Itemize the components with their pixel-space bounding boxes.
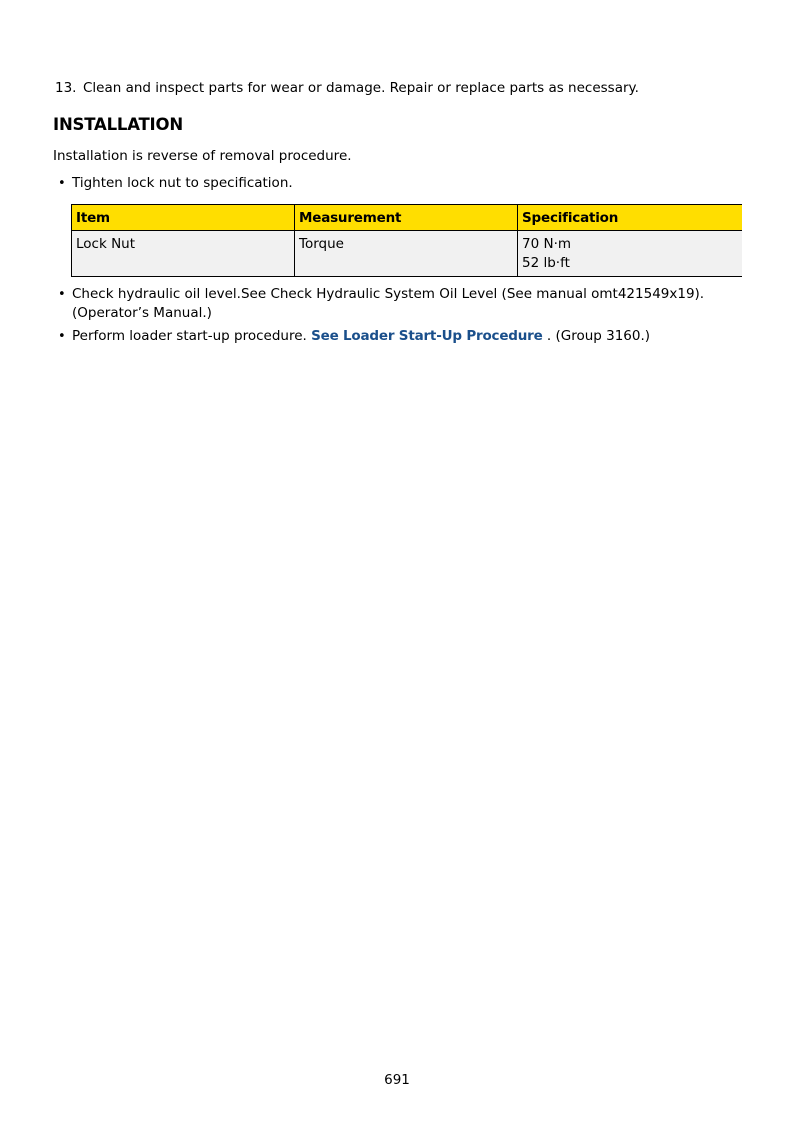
- step-13: [55, 78, 639, 98]
- loader-startup-procedure-link[interactable]: See Loader Start-Up Procedure: [311, 328, 543, 344]
- bullet-text: [72, 327, 732, 346]
- spec-metric-value: 70 N·m: [522, 236, 572, 252]
- bullet-text-lead: Perform loader start-up procedure.: [72, 328, 312, 344]
- bullet-item-tighten: [58, 174, 732, 193]
- specification-table: [71, 204, 742, 277]
- column-header-measurement: Measurement: [295, 205, 518, 231]
- bullet-item-startup: [58, 327, 732, 346]
- bullet-text: Check hydraulic oil level.See Check Hydraulic System Oil Level (See manual omt421549x19). (Operator’s Manual.): [72, 286, 705, 321]
- page-number: 691: [384, 1072, 410, 1088]
- cell-specification: [518, 231, 742, 277]
- section-heading: INSTALLATION: [53, 115, 183, 134]
- bullet-text: Tighten lock nut to specification.: [72, 175, 293, 191]
- step-number: 13.: [55, 80, 77, 96]
- table-header-row: [72, 205, 742, 231]
- column-header-specification: Specification: [518, 205, 742, 231]
- column-header-item: Item: [72, 205, 295, 231]
- bullet-marker: •: [58, 329, 66, 344]
- bullet-marker: •: [58, 176, 66, 191]
- section-intro: Installation is reverse of removal procedure.: [53, 148, 352, 164]
- step-text: Clean and inspect parts for wear or damage. Repair or replace parts as necessary.: [83, 80, 639, 96]
- bullet-item-check-oil: [58, 285, 732, 323]
- bullet-marker: •: [58, 287, 66, 302]
- bullet-text-tail: . (Group 3160.): [542, 328, 651, 344]
- spec-imperial-value: 52 lb·ft: [522, 255, 570, 271]
- table-row: [72, 231, 742, 277]
- cell-item: Lock Nut: [72, 231, 295, 277]
- cell-measurement: Torque: [295, 231, 518, 277]
